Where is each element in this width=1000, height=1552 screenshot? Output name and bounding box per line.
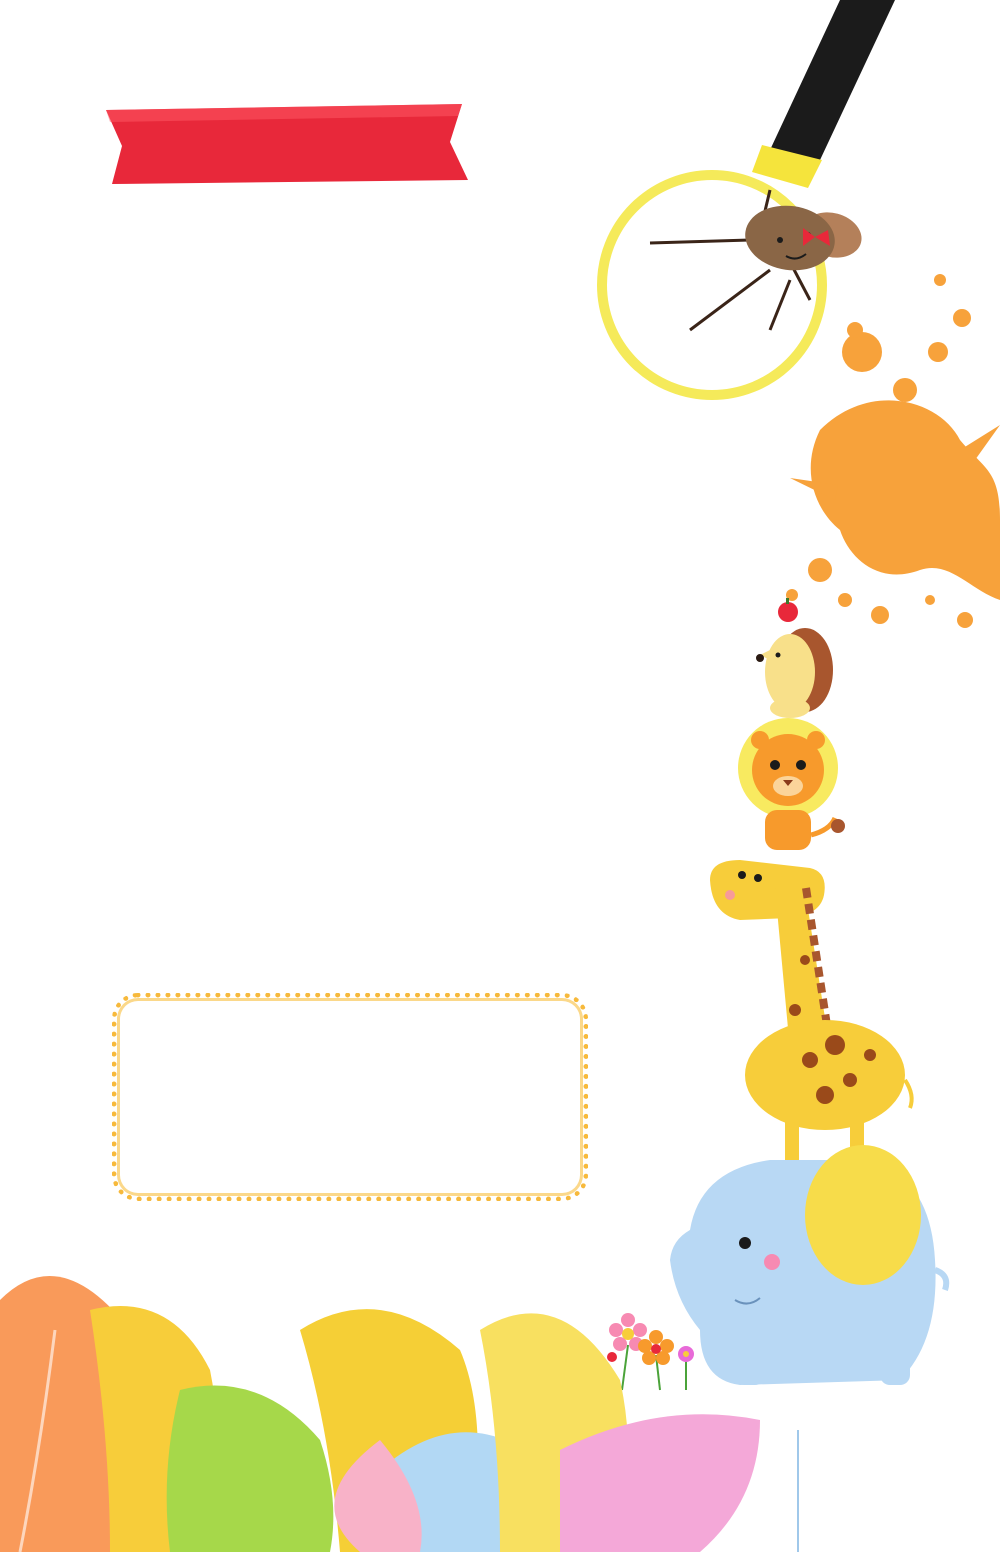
giraffe xyxy=(710,860,912,1170)
hedgehog xyxy=(756,598,833,718)
elephant xyxy=(670,1145,946,1385)
ribbon-shape xyxy=(100,100,472,184)
lion xyxy=(738,718,845,850)
flowers xyxy=(607,1313,694,1390)
vocabulary-box xyxy=(112,993,588,1201)
jungle-leaves xyxy=(0,1276,760,1552)
title-ribbon xyxy=(100,100,472,184)
